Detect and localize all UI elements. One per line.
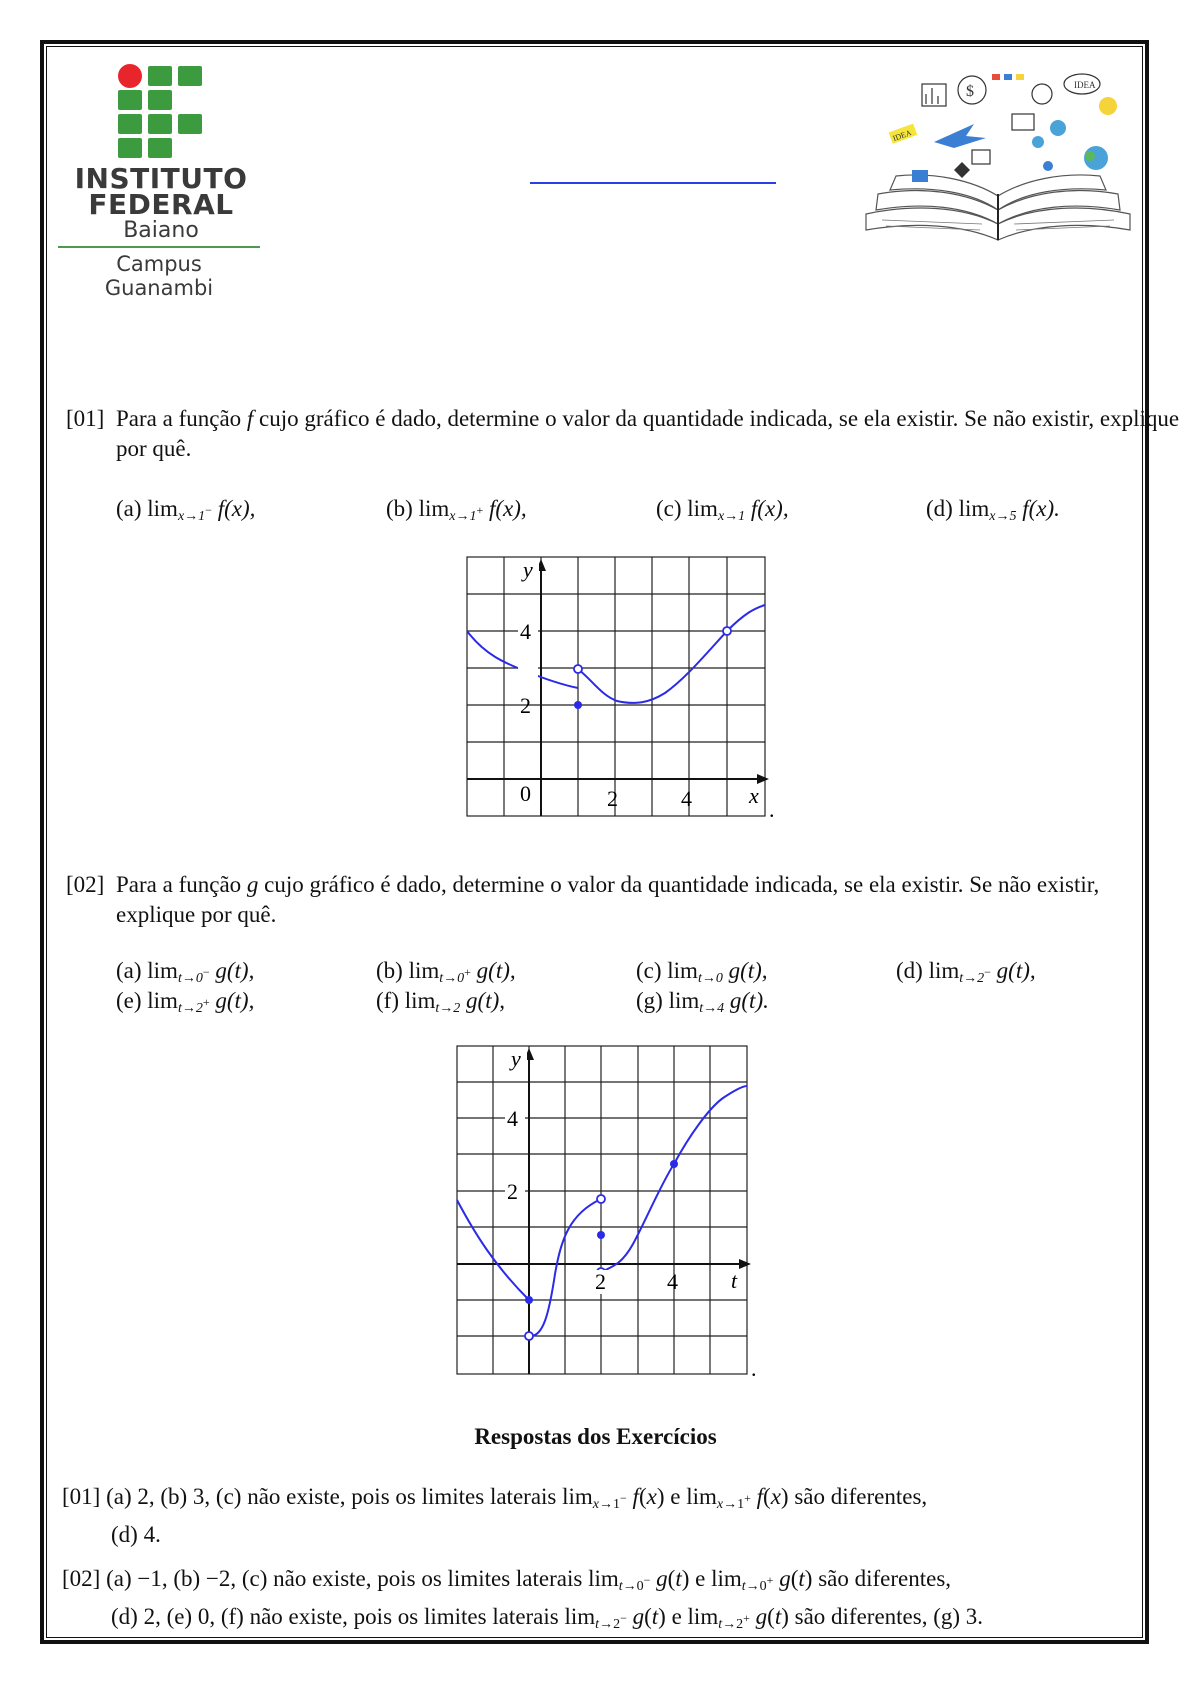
open-book-icon [862, 54, 1134, 250]
graph-f-open-point-2 [723, 627, 731, 635]
q1-item-a: (a) $\lim_{x\to 1^-} f(x)$, [116, 496, 256, 524]
question-1-number: [01] [66, 406, 105, 431]
q2-item-f: (f) $\lim_{t\to 2} g(t)$, [376, 988, 506, 1016]
question-2-text: Para a função g cujo gráfico é dado, determine o valor da quantidade indicada, se ela existir. Se não existir, explique por quê. [116, 872, 1100, 927]
graph-g-xtick-4: 4 [667, 1269, 678, 1294]
graph-g-ytick-2: 2 [507, 1179, 518, 1204]
question-1-text: Para a função f cujo gráfico é dado, determine o valor da quantidade indicada, se ela existir. Se não existir, explique por quê. [116, 406, 1180, 461]
graph-f-trailing: . [769, 797, 775, 822]
graph-f-closed-point [574, 701, 582, 709]
graph-f-ylabel: y [523, 557, 533, 582]
header-title-line [530, 182, 776, 184]
graph-g-closed-point-3 [670, 1160, 678, 1168]
logo-campus: Campus Guanambi [104, 252, 214, 300]
answer-1: [01] (a) 2, (b) 3, (c) não existe, pois os limites laterais $\lim_{x\to 1^-} f(x)$ e $\lim_{x\to 1^+} f(x)$ são diferentes, (d) 4. [62, 1484, 928, 1547]
q1-item-b: (b) $\lim_{x\to 1^+} f(x)$, [386, 496, 527, 524]
graph-g-xlabel: t [731, 1268, 738, 1293]
graph-f-ytick-4: 4 [520, 619, 531, 644]
logo-title: INSTITUTO FEDERAL [74, 162, 248, 221]
question-2-number: [02] [66, 872, 105, 897]
graph-f-xtick-4: 4 [681, 786, 692, 811]
institute-logo-icon [116, 64, 210, 158]
idea-label: IDEA [891, 128, 913, 144]
graph-f [465, 555, 785, 823]
graph-g [455, 1044, 767, 1384]
graph-g-closed-point-2 [597, 1231, 605, 1239]
answer-2: [02] (a) −1, (b) −2, (c) não existe, pois os limites laterais $\lim_{t\to 0^-} g(t)$ e $\lim_{t\to 0^+} g(t)$ são diferentes, (d) 2, (e) 0, (f) não existe, pois os limites laterais $\lim_{t\to 2^-} g(t)$ e $\lim_{t\to 2^+} g(t)$ são diferentes, (g) 3. [62, 1566, 984, 1632]
logo-subtitle: Baiano [123, 218, 199, 243]
graph-g-open-point-1 [525, 1332, 533, 1340]
graph-g-xtick-2: 2 [595, 1269, 606, 1294]
graph-f-xtick-2: 2 [607, 786, 618, 811]
graph-f-curve-right [578, 605, 765, 703]
graph-f-open-point [574, 665, 582, 673]
q1-item-d: (d) $\lim_{x\to 5} f(x)$. [926, 496, 1060, 524]
graph-g-open-point-2 [597, 1195, 605, 1203]
idea-label-2: IDEA [1074, 80, 1096, 90]
q2-item-e: (e) $\lim_{t\to 2^+} g(t)$, [116, 988, 255, 1016]
dollar-label: $ [966, 83, 974, 100]
graph-f-xlabel: x [749, 783, 759, 808]
answers-title: Respostas dos Exercícios [474, 1424, 717, 1449]
q2-item-c: (c) $\lim_{t\to 0} g(t)$, [636, 958, 768, 986]
logo-divider [58, 246, 260, 248]
graph-f-xtick-0: 0 [520, 781, 531, 806]
q1-item-c: (c) $\lim_{x\to 1} f(x)$, [656, 496, 789, 524]
graph-g-closed-point-1 [525, 1296, 533, 1304]
q2-item-b: (b) $\lim_{t\to 0^+} g(t)$, [376, 958, 516, 986]
graph-g-ytick-4: 4 [507, 1106, 518, 1131]
graph-f-ytick-2: 2 [520, 693, 531, 718]
answer-2-number: [02] [62, 1566, 101, 1591]
graph-g-ylabel: y [511, 1046, 521, 1071]
q2-item-d: (d) $\lim_{t\to 2^-} g(t)$, [896, 958, 1036, 986]
answer-1-number: [01] [62, 1484, 101, 1509]
q2-item-g: (g) $\lim_{t\to 4} g(t)$. [636, 988, 769, 1016]
graph-g-trailing: . [751, 1356, 757, 1381]
q2-item-a: (a) $\lim_{t\to 0^-} g(t)$, [116, 958, 255, 986]
